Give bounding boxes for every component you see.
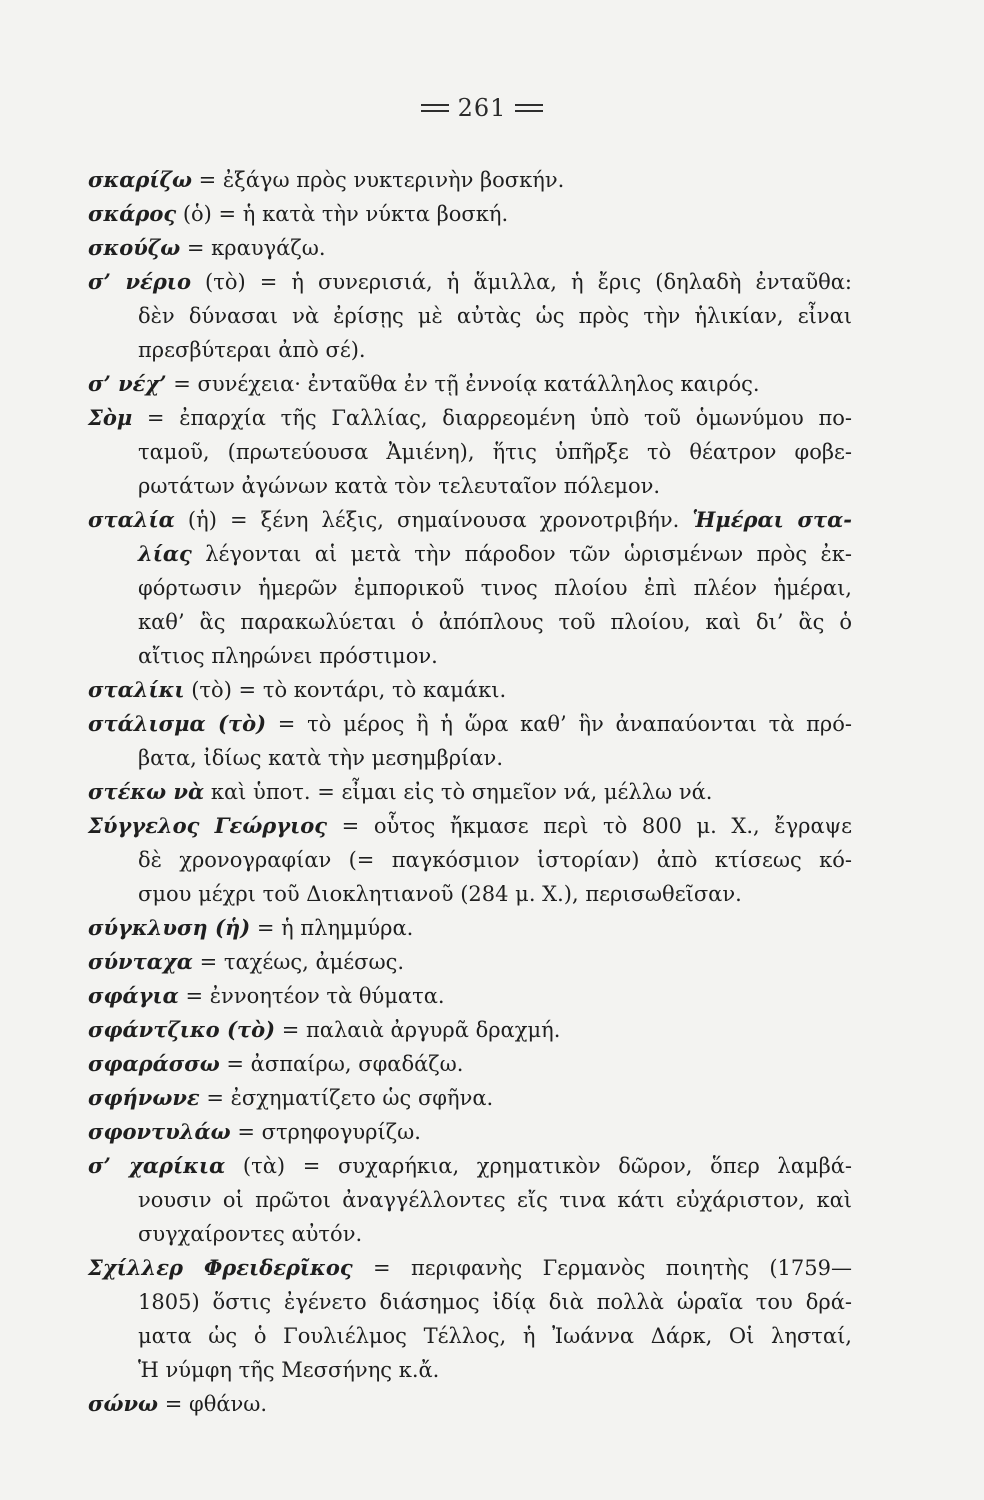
definition-text: δὲν δύνασαι νὰ ἐρίσῃς μὲ αὐτὰς ὡς πρὸς τὴν ἡλικίαν, εἶναι (138, 304, 852, 328)
line-text (138, 605, 852, 639)
line-text (138, 1285, 852, 1319)
glossary-entry (88, 231, 852, 265)
glossary-entry (88, 1013, 852, 1047)
headword: σφαράσσω (88, 1051, 220, 1076)
line-text (88, 673, 506, 707)
entry-continuation-line (138, 1217, 852, 1251)
glossary-entry (88, 1081, 852, 1115)
line-text (88, 197, 508, 231)
glossary-entry (88, 1251, 852, 1387)
headword: σφάγια (88, 983, 179, 1008)
entry-first-line (88, 367, 852, 401)
line-text (88, 1251, 852, 1285)
entry-continuation-line (138, 571, 852, 605)
line-text (138, 1217, 362, 1251)
entry-first-line (88, 673, 852, 707)
glossary-entry (88, 911, 852, 945)
line-text (138, 1183, 852, 1217)
glossary-entry (88, 265, 852, 367)
definition-text: αἴτιος πληρώνει πρόστιμον. (138, 644, 438, 668)
glossary-entry (88, 197, 852, 231)
headword: σταλίκι (88, 677, 185, 702)
emphasized-term: Ἡμέραι στα- (692, 507, 852, 532)
entry-first-line (88, 1387, 852, 1421)
definition-text: = συνέχεια· ἐνταῦθα ἐν τῇ ἐννοίᾳ κατάλληλος καιρός. (166, 372, 760, 396)
headword: σφάντζικο (τὸ) (88, 1017, 276, 1042)
definition-text: (τὸ) = ἡ συνερισιά, ἡ ἅμιλλα, ἡ ἔρις (δηλαδὴ ἐνταῦθα: (190, 270, 852, 294)
line-text (88, 979, 445, 1013)
definition-text: καὶ ὑποτ. = εἶμαι εἰς τὸ σημεῖον νά, μέλλω νά. (204, 780, 713, 804)
definition-text: (τὰ) = συχαρήκια, χρηματικὸν δῶρον, ὅπερ λαμβά- (225, 1154, 852, 1178)
line-text (88, 1149, 852, 1183)
definition-text: = τὸ μέρος ἢ ἡ ὥρα καθ’ ἣν ἀναπαύονται τὰ πρό- (266, 712, 852, 736)
definition-text: = στρηφογυρίζω. (230, 1120, 421, 1144)
definition-text: = ἀσπαίρω, σφαδάζω. (219, 1052, 464, 1076)
entry-continuation-line (138, 333, 852, 367)
entry-continuation-line (138, 1183, 852, 1217)
entry-continuation-line (138, 537, 852, 571)
definition-text: (ἡ) = ξένη λέξις, σημαίνουσα χρονοτριβήν. (174, 508, 693, 532)
line-text (88, 945, 404, 979)
entry-continuation-line (138, 1353, 852, 1387)
glossary-entry (88, 1047, 852, 1081)
entry-continuation-line (138, 639, 852, 673)
line-text (88, 231, 326, 265)
page-header (0, 94, 964, 122)
headword: στέκω νὰ (88, 779, 205, 804)
definition-text: = ἡ πλημμύρα. (250, 916, 414, 940)
headword: σύνταχα (88, 949, 193, 974)
entry-first-line (88, 945, 852, 979)
definition-text: ταμοῦ, (πρωτεύουσα Ἀμιένη), ἥτις ὑπῆρξε τὸ θέατρον φοβε- (138, 440, 852, 464)
definition-text: = ἐννοητέον τὰ θύματα. (178, 984, 445, 1008)
entry-first-line (88, 265, 852, 299)
glossary-entry (88, 707, 852, 775)
line-text (88, 1013, 560, 1047)
glossary-entry (88, 163, 852, 197)
definition-text: πρεσβύτεραι ἀπὸ σέ). (138, 338, 366, 362)
line-text (88, 809, 852, 843)
glossary (88, 163, 852, 1421)
line-text (88, 707, 852, 741)
definition-text: = ἐσχηματίζετο ὡς σφῆνα. (199, 1086, 494, 1110)
definition-text: νουσιν οἱ πρῶτοι ἀναγγέλλοντες εἴς τινα κάτι εὐχάριστον, καὶ (138, 1188, 852, 1212)
definition-text: = κραυγάζω. (180, 236, 326, 260)
definition-text: σμου μέχρι τοῦ Διοκλητιανοῦ (284 μ. Χ.), περισωθεῖσαν. (138, 882, 742, 906)
headword: στάλισμα (τὸ) (88, 711, 267, 736)
entry-continuation-line (138, 435, 852, 469)
glossary-entry (88, 1387, 852, 1421)
line-text (88, 163, 564, 197)
entry-continuation-line (138, 469, 852, 503)
entry-first-line (88, 707, 852, 741)
definition-text: καθ’ ἃς παρακωλύεται ὁ ἀπόπλους τοῦ πλοίου, καὶ δι’ ἃς ὁ (138, 610, 852, 634)
line-text (88, 1047, 463, 1081)
entry-first-line (88, 1251, 852, 1285)
entry-continuation-line (138, 1319, 852, 1353)
line-text (138, 877, 742, 911)
headword: σ’ χαρίκια (88, 1153, 226, 1178)
entry-first-line (88, 231, 852, 265)
line-text (88, 911, 413, 945)
line-text (138, 1353, 439, 1387)
headword: σ’ νέριο (88, 269, 191, 294)
line-text (138, 435, 852, 469)
headword: σκαρίζω (88, 167, 192, 192)
entry-first-line (88, 197, 852, 231)
definition-text: = παλαιὰ ἀργυρᾶ δραχμή. (275, 1018, 561, 1042)
headword: σ’ νέχ’ (88, 371, 167, 396)
line-text (88, 775, 712, 809)
line-text (138, 299, 852, 333)
glossary-entry (88, 503, 852, 673)
entry-first-line (88, 775, 852, 809)
entry-first-line (88, 1013, 852, 1047)
entry-first-line (88, 1081, 852, 1115)
glossary-entry (88, 1149, 852, 1251)
definition-text: = οὗτος ἤκμασε περὶ τὸ 800 μ. Χ., ἔγραψε (327, 814, 852, 838)
page-number-ornament-left (421, 104, 449, 112)
entry-first-line (88, 1149, 852, 1183)
headword: Σχίλλερ Φρειδερῖκος (88, 1255, 353, 1280)
page-number-ornament-right (515, 104, 543, 112)
line-text (138, 741, 503, 775)
emphasized-term: λίας (138, 541, 192, 566)
entry-continuation-line (138, 877, 852, 911)
line-text (88, 1081, 493, 1115)
headword: σταλία (88, 507, 175, 532)
definition-text: (τὸ) = τὸ κοντάρι, τὸ καμάκι. (184, 678, 507, 702)
entry-first-line (88, 809, 852, 843)
headword: σώνω (88, 1391, 159, 1416)
glossary-entry (88, 775, 852, 809)
definition-text: λέγονται αἱ μετὰ τὴν πάροδον τῶν ὡρισμένων πρὸς ἐκ- (191, 542, 852, 566)
line-text (138, 469, 660, 503)
headword: Σὸμ (88, 405, 133, 430)
entry-first-line (88, 1047, 852, 1081)
definition-text: 1805) ὅστις ἐγένετο διάσημος ἰδίᾳ διὰ πολλὰ ὡραῖα του δρά- (138, 1290, 852, 1314)
glossary-entry (88, 809, 852, 911)
headword: σκούζω (88, 235, 181, 260)
headword: Σύγγελος Γεώργιος (88, 813, 328, 838)
line-text (138, 1319, 852, 1353)
line-text (88, 401, 852, 435)
entry-continuation-line (138, 843, 852, 877)
entry-first-line (88, 979, 852, 1013)
entry-first-line (88, 911, 852, 945)
line-text (138, 639, 438, 673)
definition-text: φόρτωσιν ἡμερῶν ἐμπορικοῦ τινος πλοίου ἐπὶ πλέον ἡμέραι, (138, 576, 852, 600)
line-text (138, 537, 852, 571)
entry-first-line (88, 503, 852, 537)
entry-first-line (88, 401, 852, 435)
definition-text: = ταχέως, ἀμέσως. (192, 950, 405, 974)
definition-text: = ἐπαρχία τῆς Γαλλίας, διαρρεομένη ὑπὸ τοῦ ὁμωνύμου πο- (132, 406, 852, 430)
definition-text: συγχαίροντες αὐτόν. (138, 1222, 363, 1246)
entry-continuation-line (138, 1285, 852, 1319)
glossary-entry (88, 367, 852, 401)
glossary-entry (88, 979, 852, 1013)
headword: σύγκλυση (ἡ) (88, 915, 251, 940)
definition-text: ματα ὡς ὁ Γουλιέλμος Τέλλος, ἡ Ἰωάννα Δάρκ, Οἱ λησταί, (138, 1324, 852, 1348)
headword: σφοντυλάω (88, 1119, 231, 1144)
line-text (88, 1115, 421, 1149)
line-text (88, 1387, 267, 1421)
line-text (88, 265, 852, 299)
entry-first-line (88, 163, 852, 197)
definition-text: = ἐξάγω πρὸς νυκτερινὴν βοσκήν. (191, 168, 565, 192)
glossary-entry (88, 945, 852, 979)
line-text (138, 571, 852, 605)
line-text (138, 333, 366, 367)
entry-first-line (88, 1115, 852, 1149)
line-text (138, 843, 852, 877)
definition-text: ρωτάτων ἀγώνων κατὰ τὸν τελευταῖον πόλεμον. (138, 474, 661, 498)
headword: σφήνωνε (88, 1085, 200, 1110)
entry-continuation-line (138, 605, 852, 639)
headword: σκάρος (88, 201, 177, 226)
definition-text: = φθάνω. (158, 1392, 268, 1416)
line-text (88, 503, 852, 537)
glossary-entry (88, 401, 852, 503)
definition-text: Ἡ νύμφη τῆς Μεσσήνης κ.ἄ. (138, 1358, 440, 1382)
page-number: 261 (457, 94, 507, 122)
definition-text: βατα, ἰδίως κατὰ τὴν μεσημβρίαν. (138, 746, 503, 770)
definition-text: δὲ χρονογραφίαν (= παγκόσμιον ἱστορίαν) ἀπὸ κτίσεως κό- (138, 848, 852, 872)
entry-continuation-line (138, 741, 852, 775)
definition-text: (ὁ) = ἡ κατὰ τὴν νύκτα βοσκή. (176, 202, 509, 226)
glossary-entry (88, 1115, 852, 1149)
entry-continuation-line (138, 299, 852, 333)
definition-text: = περιφανὴς Γερμανὸς ποιητὴς (1759— (352, 1256, 852, 1280)
glossary-entry (88, 673, 852, 707)
line-text (88, 367, 760, 401)
